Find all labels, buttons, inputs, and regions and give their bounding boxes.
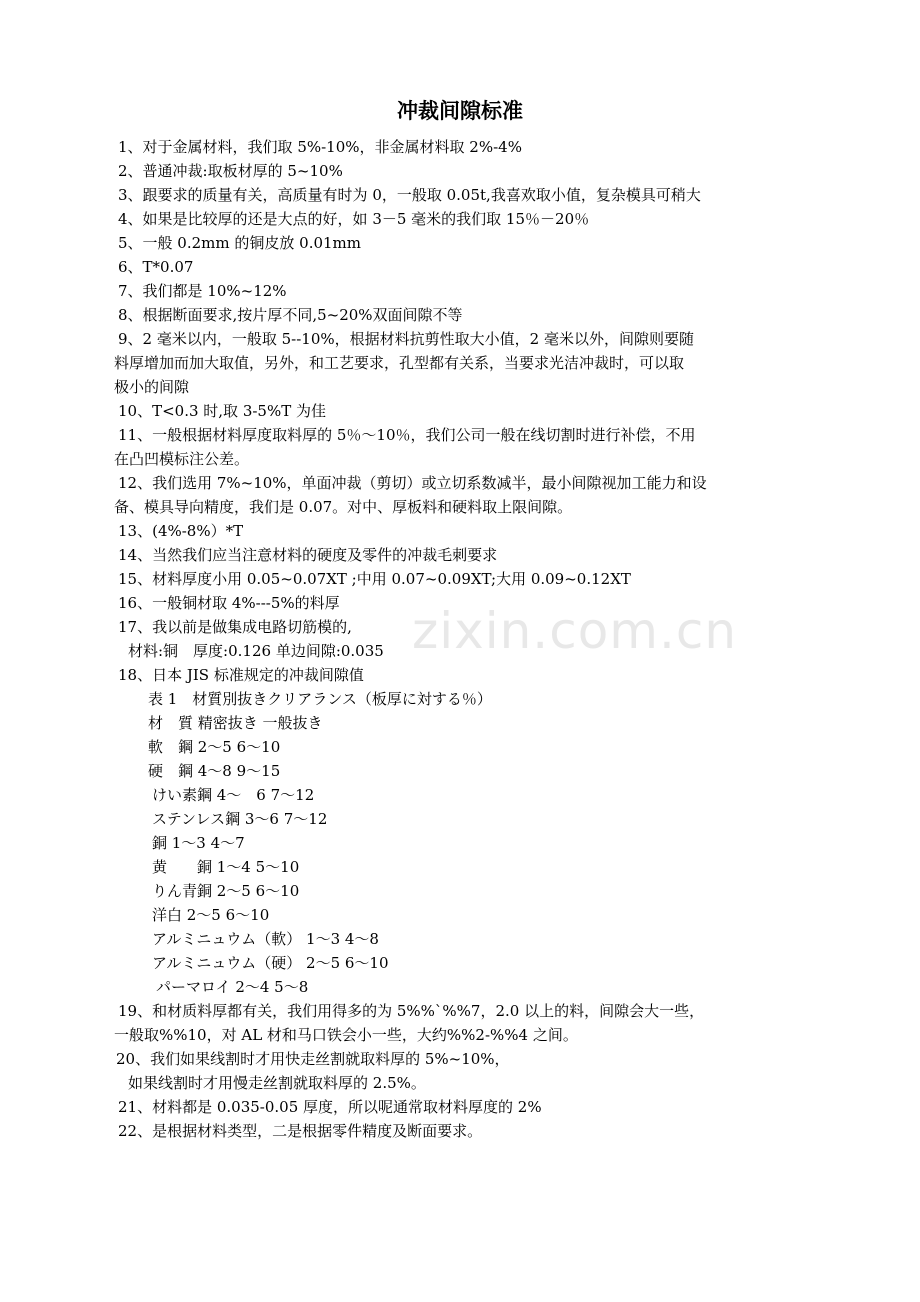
item-13: 13、(4%-8%）*T: [118, 522, 244, 540]
item-7: 7、我们都是 10%~12%: [118, 282, 287, 300]
item-11: 11、一般根据材料厚度取料厚的 5％～10％，我们公司一般在线切割时进行补偿，不用: [118, 426, 696, 444]
item-22: 22、是根据材料类型，二是根据零件精度及断面要求。: [118, 1122, 483, 1140]
item-14: 14、当然我们应当注意材料的硬度及零件的冲裁毛刺要求: [118, 546, 498, 564]
jis-table-row: 硬 鋼 4～8 9～15: [148, 762, 281, 780]
item-5: 5、一般 0.2mm 的铜皮放 0.01mm: [118, 234, 361, 252]
jis-table-caption: 表 1 材質別抜きクリアランス（板厚に対する％）: [148, 690, 492, 708]
page-title: 冲裁间隙标准: [397, 99, 523, 123]
item-11-line-2: 在凸凹模标注公差。: [114, 450, 250, 468]
jis-table-row: パーマロイ 2～4 5～8: [156, 978, 309, 996]
watermark: zixin.com.cn: [412, 602, 738, 660]
item-16: 16、一般铜材取 4%---5%的料厚: [118, 594, 340, 612]
item-17-detail: 材料:铜 厚度:0.126 单边间隙:0.035: [128, 642, 384, 660]
jis-table-row: 銅 1～3 4～7: [152, 834, 245, 852]
jis-table-row: けい素鋼 4～ 6 7～12: [152, 786, 315, 804]
item-20: 20、我们如果线割时才用快走丝割就取料厚的 5%~10%，: [116, 1050, 510, 1068]
item-8: 8、根据断面要求,按片厚不同,5~20%双面间隙不等: [118, 306, 463, 324]
item-12: 12、我们选用 7%~10%，单面冲裁（剪切）或立切系数减半，最小间隙视加工能力和设: [118, 474, 707, 492]
item-2: 2、普通冲裁:取板材厚的 5~10%: [118, 162, 343, 180]
item-19-line-2: 一般取%%10，对 AL 材和马口铁会小一些，大约%%2-%%4 之间。: [114, 1026, 578, 1044]
item-9-line-2: 料厚增加而加大取值，另外，和工艺要求，孔型都有关系，当要求光洁冲裁时，可以取: [114, 354, 685, 372]
item-10: 10、T<0.3 时,取 3-5%T 为佳: [118, 402, 327, 420]
item-9: 9、2 毫米以内，一般取 5--10%，根据材料抗剪性取大小值，2 毫米以外，间隙则要随: [118, 330, 694, 348]
item-4: 4、如果是比较厚的还是大点的好，如 3－5 毫米的我们取 15％－20％: [118, 210, 590, 228]
item-17: 17、我以前是做集成电路切筋模的,: [118, 618, 352, 636]
jis-table-row: 洋白 2～5 6～10: [152, 906, 270, 924]
item-3: 3、跟要求的质量有关，高质量有时为 0，一般取 0.05t,我喜欢取小值，复杂模具可稍大: [118, 186, 701, 204]
jis-table-header: 材 質 精密抜き 一般抜き: [148, 714, 323, 732]
item-21: 21、材料都是 0.035-0.05 厚度，所以呢通常取材料厚度的 2%: [118, 1098, 542, 1116]
item-19: 19、和材质料厚都有关，我们用得多的为 5%%`%%7，2.0 以上的料，间隙会大一些，: [118, 1002, 705, 1020]
item-20-line-2: 如果线割时才用慢走丝割就取料厚的 2.5%。: [128, 1074, 426, 1092]
jis-table-row: アルミニュウム（軟） 1～3 4～8: [152, 930, 379, 948]
document-body: [114, 135, 814, 1143]
jis-table-row: りん青銅 2～5 6～10: [152, 882, 300, 900]
item-18: 18、日本 JIS 标准规定的冲裁间隙值: [118, 666, 364, 684]
item-6: 6、T*0.07: [118, 258, 194, 276]
item-12-line-2: 备、模具导向精度，我们是 0.07。对中、厚板料和硬料取上限间隙。: [114, 498, 573, 516]
jis-table-row: ステンレス鋼 3～6 7～12: [152, 810, 328, 828]
item-1: 1、对于金属材料，我们取 5%-10%，非金属材料取 2%-4%: [118, 138, 522, 156]
item-15: 15、材料厚度小用 0.05~0.07XT ;中用 0.07~0.09XT;大用 0.09~0.12XT: [118, 570, 631, 588]
jis-table-row: 軟 鋼 2～5 6～10: [148, 738, 281, 756]
jis-table-row: 黄 銅 1～4 5～10: [152, 858, 300, 876]
item-9-line-3: 极小的间隙: [114, 378, 190, 396]
jis-table-row: アルミニュウム（硬） 2～5 6～10: [152, 954, 389, 972]
